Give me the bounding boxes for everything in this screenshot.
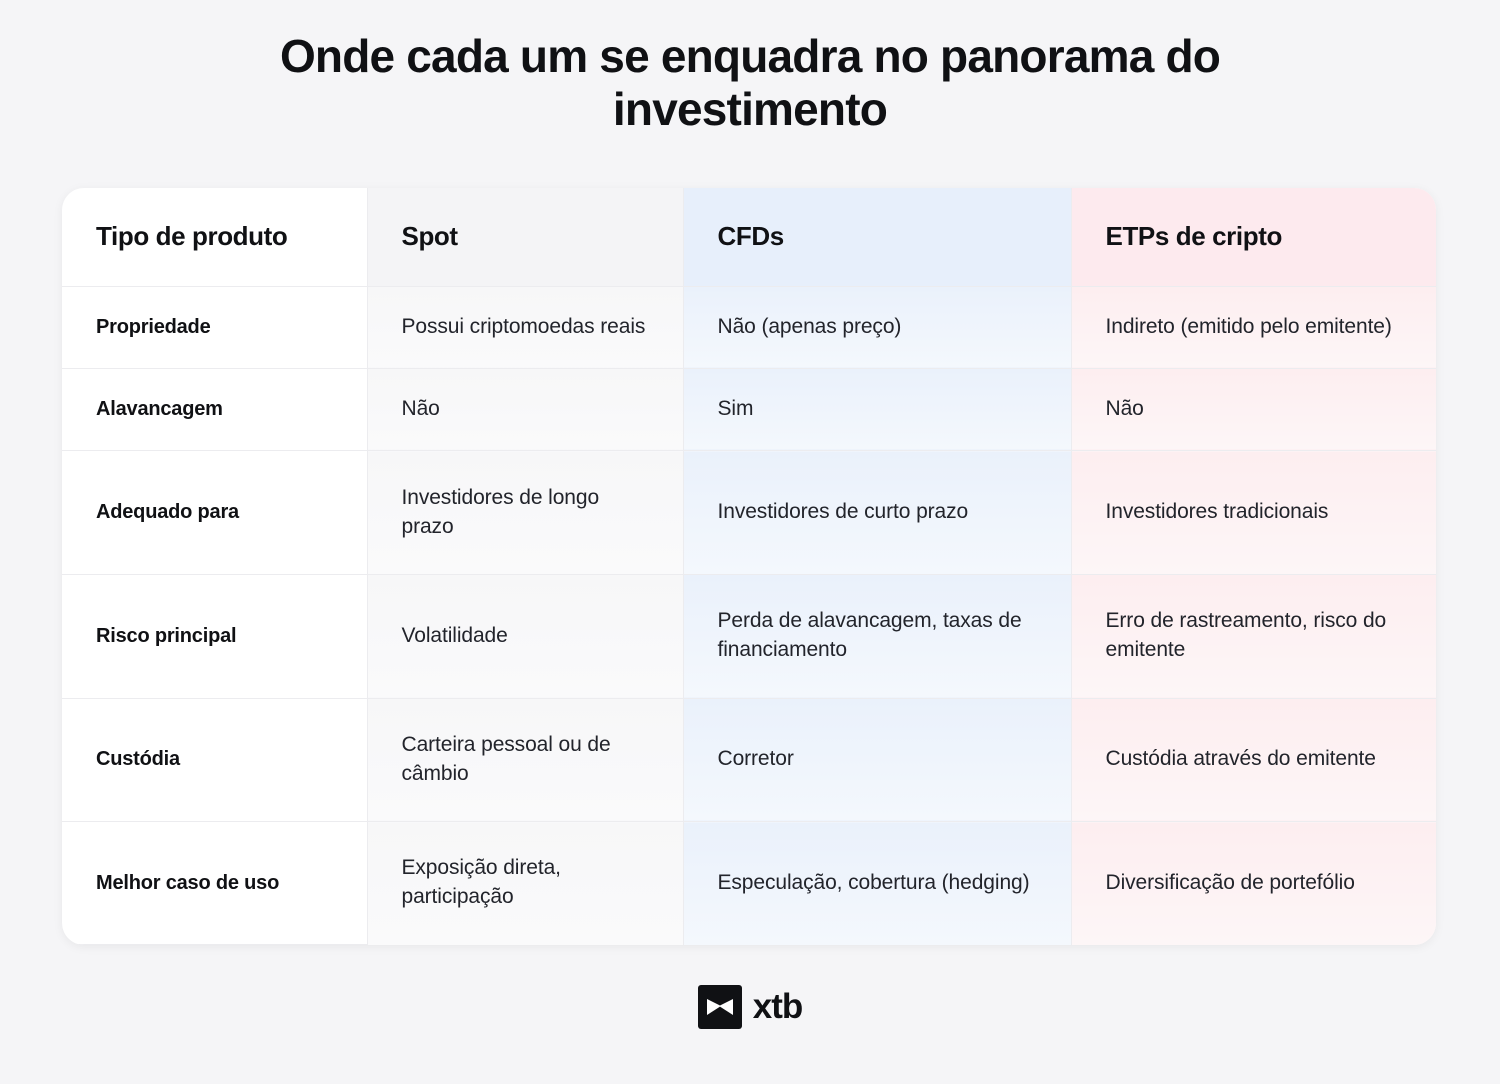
cell-propriedade-spot: Possui criptomoedas reais	[367, 286, 683, 368]
table-row	[62, 451, 1436, 575]
table-body	[62, 286, 1436, 945]
column-header-product-type: Tipo de produto	[62, 188, 367, 286]
cell-propriedade-cfds: Não (apenas preço)	[683, 286, 1071, 368]
row-label-melhor-caso-de-uso: Melhor caso de uso	[62, 822, 367, 945]
xtb-logo-icon	[698, 985, 742, 1029]
column-header-etps: ETPs de cripto	[1071, 188, 1436, 286]
cell-adequado-para-cfds: Investidores de curto prazo	[683, 451, 1071, 575]
table-header	[62, 188, 1436, 286]
column-header-cfds: CFDs	[683, 188, 1071, 286]
cell-melhor-caso-de-uso-spot: Exposição direta, participação	[367, 822, 683, 945]
cell-propriedade-etps: Indireto (emitido pelo emitente)	[1071, 286, 1436, 368]
cell-alavancagem-etps: Não	[1071, 368, 1436, 450]
cell-risco-principal-spot: Volatilidade	[367, 574, 683, 698]
table-row	[62, 574, 1436, 698]
column-header-spot: Spot	[367, 188, 683, 286]
page-title: Onde cada um se enquadra no panorama do investimento	[279, 30, 1221, 136]
table-row	[62, 698, 1436, 822]
cell-custodia-cfds: Corretor	[683, 698, 1071, 822]
row-label-risco-principal: Risco principal	[62, 574, 367, 698]
table-row	[62, 286, 1436, 368]
row-label-custodia: Custódia	[62, 698, 367, 822]
cell-custodia-spot: Carteira pessoal ou de câmbio	[367, 698, 683, 822]
cell-melhor-caso-de-uso-etps: Diversificação de portefólio	[1071, 822, 1436, 945]
cell-custodia-etps: Custódia através do emitente	[1071, 698, 1436, 822]
cell-risco-principal-etps: Erro de rastreamento, risco do emitente	[1071, 574, 1436, 698]
row-label-alavancagem: Alavancagem	[62, 368, 367, 450]
brand-name: xtb	[752, 987, 803, 1026]
cell-adequado-para-spot: Investidores de longo prazo	[367, 451, 683, 575]
brand-footer	[0, 985, 1500, 1029]
comparison-table-card	[62, 188, 1436, 945]
table-header-row	[62, 188, 1436, 286]
comparison-table	[62, 188, 1436, 945]
cell-risco-principal-cfds: Perda de alavancagem, taxas de financiamento	[683, 574, 1071, 698]
table-row	[62, 368, 1436, 450]
cell-melhor-caso-de-uso-cfds: Especulação, cobertura (hedging)	[683, 822, 1071, 945]
cell-alavancagem-cfds: Sim	[683, 368, 1071, 450]
row-label-adequado-para: Adequado para	[62, 451, 367, 575]
table-row	[62, 822, 1436, 945]
cell-adequado-para-etps: Investidores tradicionais	[1071, 451, 1436, 575]
cell-alavancagem-spot: Não	[367, 368, 683, 450]
row-label-propriedade: Propriedade	[62, 286, 367, 368]
